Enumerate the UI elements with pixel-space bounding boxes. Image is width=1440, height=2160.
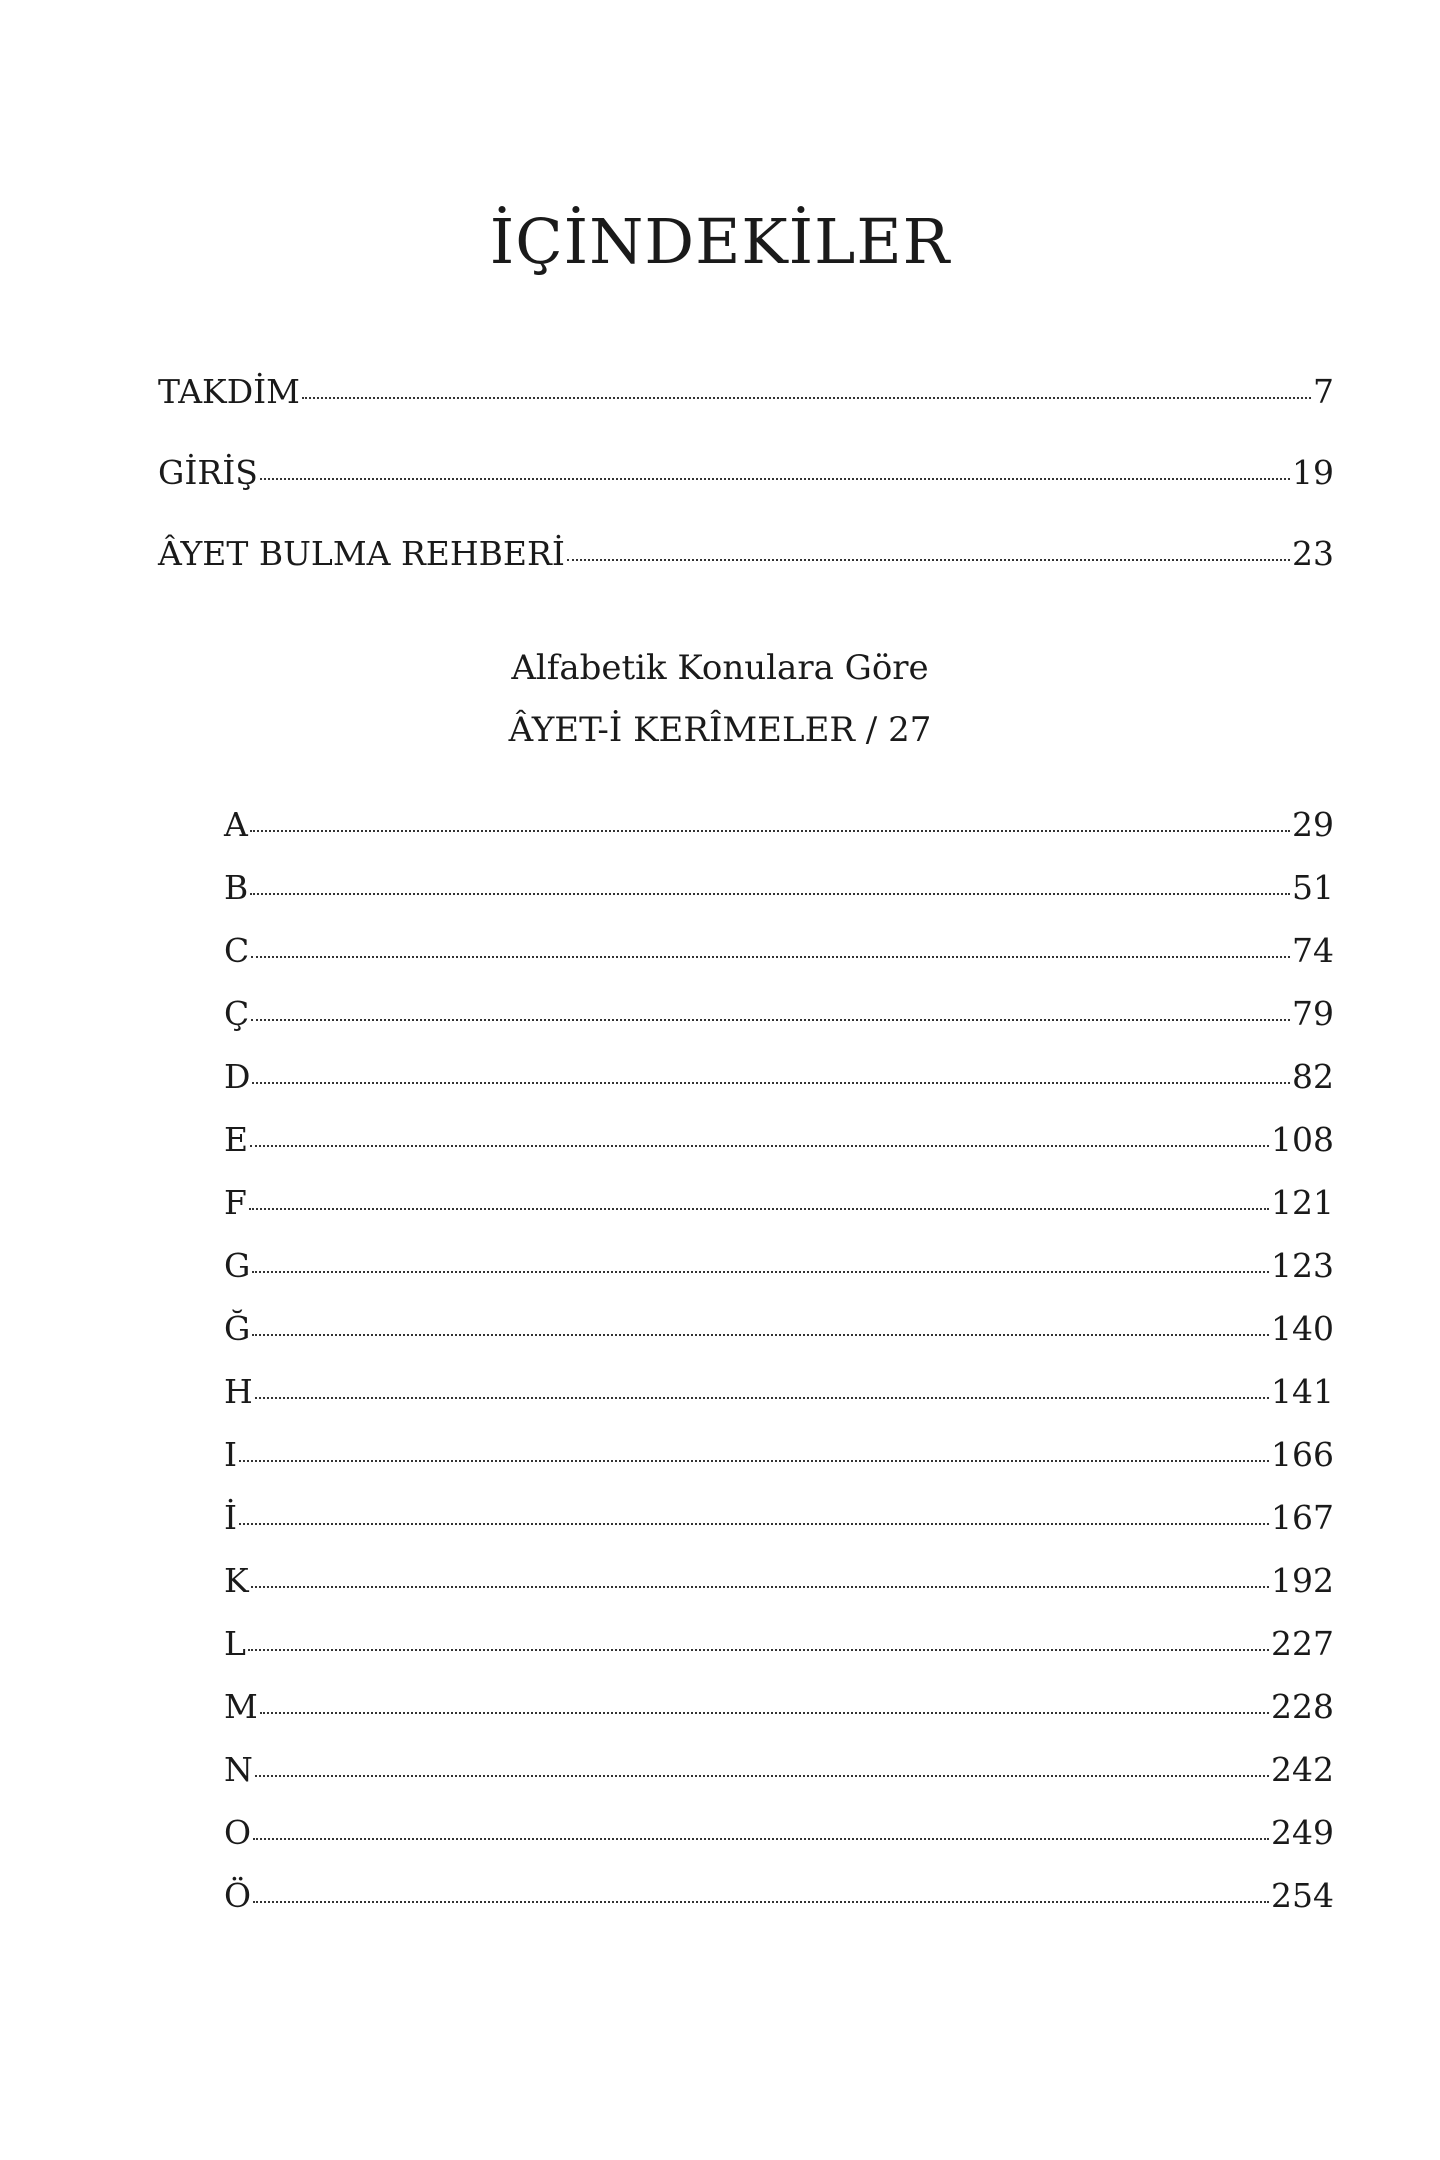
section-heading: ÂYET-İ KERÎMELER / 27 (508, 710, 932, 750)
toc-entry-letter[interactable] (224, 1687, 1334, 1726)
toc-entry-label: I (224, 1435, 238, 1474)
toc-entry-label: GİRİŞ (158, 453, 258, 492)
toc-entry-label: O (224, 1813, 252, 1852)
toc-entry-page: 74 (1292, 931, 1334, 970)
toc-entry-letter[interactable] (224, 1057, 1334, 1096)
toc-entry-page: 121 (1271, 1183, 1334, 1222)
toc-entry-giris[interactable] (158, 453, 1334, 492)
toc-entry-label: TAKDİM (158, 372, 300, 411)
toc-entry-label: H (224, 1372, 253, 1411)
toc-entry-label: D (224, 1057, 251, 1096)
toc-entry-label: Ö (224, 1876, 252, 1915)
toc-entry-page: 108 (1271, 1120, 1334, 1159)
dot-leader (239, 1523, 1269, 1525)
dot-leader (567, 559, 1290, 561)
toc-entry-page: 140 (1271, 1309, 1334, 1348)
dot-leader (260, 478, 1290, 480)
toc-entry-letter[interactable] (224, 1309, 1334, 1348)
page-title: İÇİNDEKİLER (489, 205, 951, 278)
toc-entry-label: Ç (224, 994, 250, 1033)
toc-entry-letter[interactable] (224, 1813, 1334, 1852)
toc-entry-letter[interactable] (224, 1876, 1334, 1915)
toc-entry-label: A (224, 805, 248, 844)
toc-entry-label: ÂYET BULMA REHBERİ (158, 534, 565, 573)
toc-entry-label: F (224, 1183, 247, 1222)
dot-leader (249, 1208, 1269, 1210)
dot-leader (260, 1712, 1269, 1714)
toc-entry-label: İ (224, 1498, 238, 1537)
dot-leader (253, 1838, 1269, 1840)
toc-entry-letter[interactable] (224, 1372, 1334, 1411)
dot-leader (248, 1649, 1269, 1651)
toc-entry-label: B (224, 868, 249, 907)
dot-leader (253, 1901, 1269, 1903)
toc-entry-label: N (224, 1750, 253, 1789)
dot-leader (255, 1775, 1269, 1777)
dot-leader (251, 1586, 1269, 1588)
dot-leader (250, 1145, 1269, 1147)
dot-leader (252, 1271, 1269, 1273)
toc-entry-page: 19 (1292, 453, 1334, 492)
dot-leader (302, 397, 1311, 399)
toc-entry-page: 29 (1292, 805, 1334, 844)
toc-entry-ayet-bulma-rehberi[interactable] (158, 534, 1334, 573)
toc-entry-page: 192 (1271, 1561, 1334, 1600)
toc-entry-page: 141 (1271, 1372, 1334, 1411)
toc-entry-page: 82 (1292, 1057, 1334, 1096)
toc-entry-page: 23 (1292, 534, 1334, 573)
dot-leader (255, 1397, 1269, 1399)
toc-entry-letter[interactable] (224, 1498, 1334, 1537)
toc-entry-letter[interactable] (224, 994, 1334, 1033)
toc-entry-page: 254 (1271, 1876, 1334, 1915)
toc-entry-page: 7 (1313, 372, 1334, 411)
toc-entry-label: K (224, 1561, 249, 1600)
toc-entry-letter[interactable] (224, 931, 1334, 970)
toc-entry-page: 249 (1271, 1813, 1334, 1852)
toc-entry-page: 228 (1271, 1687, 1334, 1726)
dot-leader (239, 1460, 1269, 1462)
toc-entry-letter[interactable] (224, 1435, 1334, 1474)
toc-entry-letter[interactable] (224, 1246, 1334, 1285)
toc-entry-letter[interactable] (224, 1624, 1334, 1663)
toc-entry-label: C (224, 931, 250, 970)
dot-leader (252, 1334, 1269, 1336)
toc-entry-label: Ğ (224, 1309, 251, 1348)
toc-entry-letter[interactable] (224, 805, 1334, 844)
toc-entry-letter[interactable] (224, 1120, 1334, 1159)
toc-entry-page: 123 (1271, 1246, 1334, 1285)
dot-leader (252, 1082, 1290, 1084)
toc-entry-page: 167 (1271, 1498, 1334, 1537)
toc-entry-page: 79 (1292, 994, 1334, 1033)
toc-entry-page: 166 (1271, 1435, 1334, 1474)
toc-entry-letter[interactable] (224, 1750, 1334, 1789)
toc-entry-label: M (224, 1687, 258, 1726)
toc-entry-letter[interactable] (224, 868, 1334, 907)
toc-entry-letter[interactable] (224, 1561, 1334, 1600)
toc-entry-label: E (224, 1120, 249, 1159)
section-subtitle: Alfabetik Konulara Göre (511, 648, 929, 688)
dot-leader (250, 893, 1290, 895)
toc-entry-page: 51 (1292, 868, 1334, 907)
dot-leader (251, 1019, 1290, 1021)
toc-entry-page: 242 (1271, 1750, 1334, 1789)
dot-leader (251, 956, 1290, 958)
toc-entry-label: G (224, 1246, 251, 1285)
toc-entry-page: 227 (1271, 1624, 1334, 1663)
toc-entry-label: L (224, 1624, 246, 1663)
dot-leader (250, 830, 1290, 832)
toc-entry-letter[interactable] (224, 1183, 1334, 1222)
toc-entry-takdim[interactable] (158, 372, 1334, 411)
